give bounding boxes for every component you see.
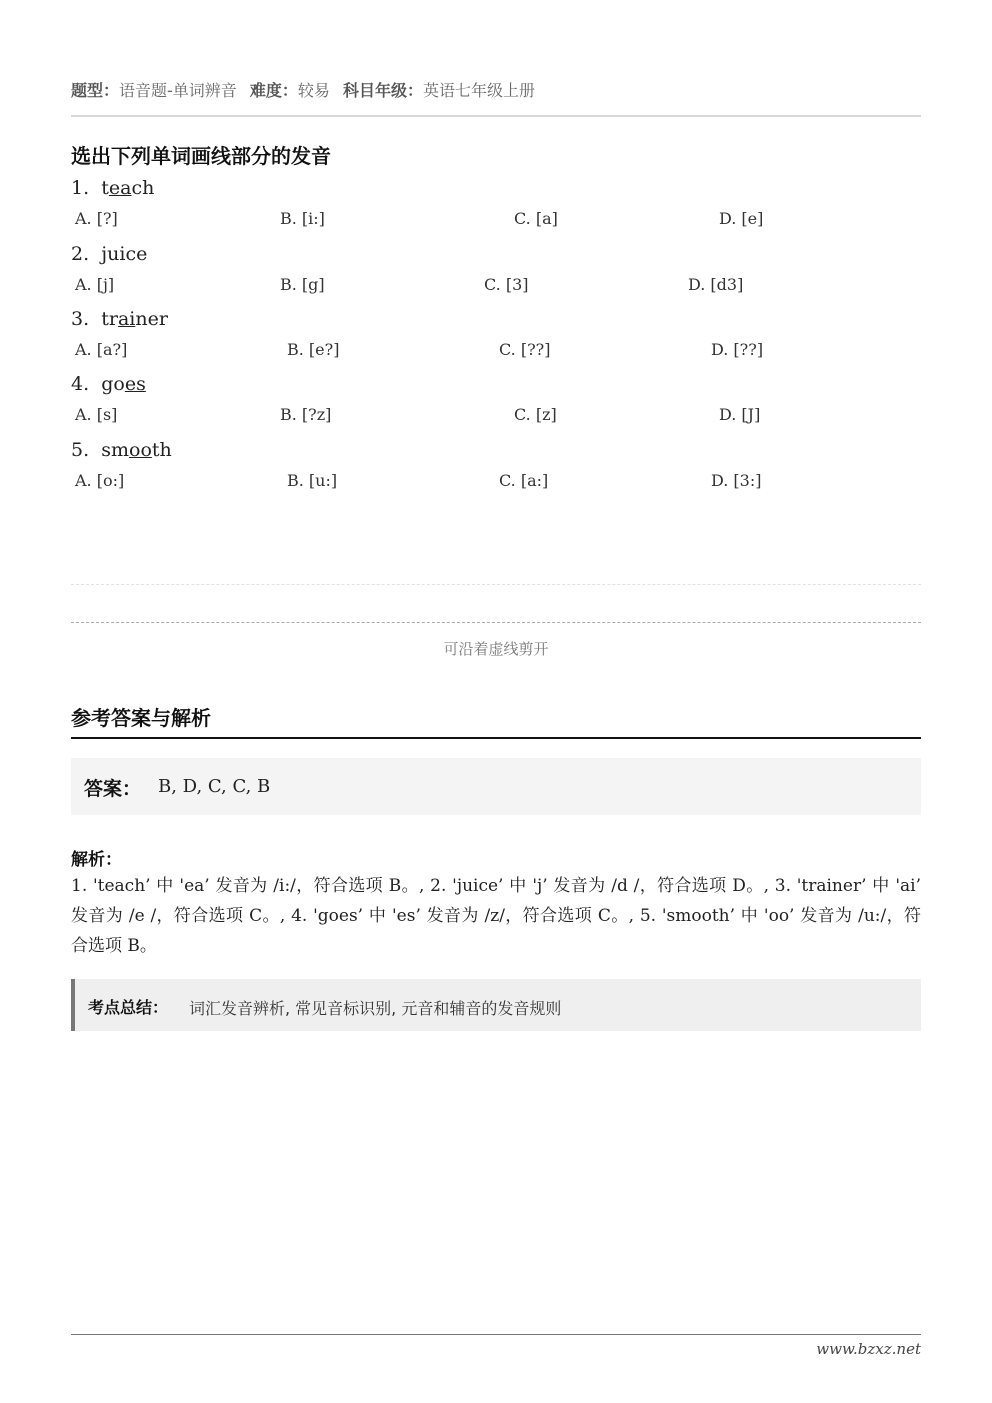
option-d[interactable]: D. [J] <box>719 405 761 424</box>
question-stem: 2. juice <box>71 243 148 265</box>
key-points-label: 考点总结： <box>88 998 169 1017</box>
cut-line-label: 可沿着虚线剪开 <box>443 640 549 658</box>
option-a[interactable]: A. [s] <box>75 405 118 424</box>
option-d[interactable]: D. [d3] <box>688 275 744 294</box>
underlined-part: es <box>124 373 146 395</box>
option-c[interactable]: C. [a] <box>514 209 558 228</box>
option-a[interactable]: A. [o:] <box>75 471 125 490</box>
option-c[interactable]: C. [z] <box>514 405 557 424</box>
option-a[interactable]: A. [j] <box>75 275 115 294</box>
answer-section-title: 参考答案与解析 <box>71 706 211 730</box>
option-c[interactable]: C. [3] <box>484 275 529 294</box>
option-b[interactable]: B. [?z] <box>280 405 332 424</box>
question-title: 选出下列单词画线部分的发音 <box>71 144 331 168</box>
option-c[interactable]: C. [??] <box>499 340 551 359</box>
cut-line <box>71 622 921 623</box>
option-b[interactable]: B. [g] <box>280 275 325 294</box>
question-stem: 4. goes <box>71 373 146 395</box>
options-row <box>71 334 921 368</box>
type-value: 语音题-单词辨音 <box>119 81 237 100</box>
cut-line-light <box>71 584 921 585</box>
difficulty-label: 难度： <box>249 81 298 100</box>
question-stem: 1. teach <box>71 177 155 199</box>
answer-section-divider <box>71 737 921 739</box>
difficulty-value: 较易 <box>297 81 330 100</box>
key-points-box <box>71 979 921 1031</box>
question-stem: 5. smooth <box>71 439 172 461</box>
underlined-part: ai <box>117 308 136 330</box>
option-c[interactable]: C. [a:] <box>499 471 549 490</box>
analysis-label: 解析： <box>71 850 122 870</box>
question-meta <box>71 78 543 101</box>
answer-label: 答案： <box>84 778 142 800</box>
options-row <box>71 269 921 303</box>
type-label: 题型： <box>71 81 120 100</box>
subject-label: 科目年级： <box>343 81 424 100</box>
option-b[interactable]: B. [i:] <box>280 209 325 228</box>
underlined-part: ea <box>108 177 132 199</box>
question-item <box>71 369 921 433</box>
question-item <box>71 435 921 499</box>
option-d[interactable]: D. [e] <box>719 209 764 228</box>
options-row <box>71 399 921 433</box>
option-d[interactable]: D. [3:] <box>711 471 762 490</box>
question-item <box>71 173 921 237</box>
option-d[interactable]: D. [??] <box>711 340 764 359</box>
option-a[interactable]: A. [?] <box>75 209 118 228</box>
question-stem: 3. trainer <box>71 308 168 330</box>
footer-site: www.bzxz.net <box>816 1340 921 1358</box>
option-b[interactable]: B. [u:] <box>287 471 338 490</box>
question-item <box>71 239 921 303</box>
subject-value: 英语七年级上册 <box>423 81 536 100</box>
question-item <box>71 304 921 368</box>
footer-divider <box>71 1334 921 1335</box>
answer-box <box>71 758 921 815</box>
options-row <box>71 465 921 499</box>
underlined-part: oo <box>129 439 152 461</box>
option-b[interactable]: B. [e?] <box>287 340 340 359</box>
header-divider <box>71 115 921 117</box>
analysis-text: 1. 'teach’ 中 'ea’ 发音为 /i:/，符合选项 B。, 2. 'juice’ 中 'j’ 发音为 /d /，符合选项 D。, 3. 'trainer’ 中 'ai’ 发音为 /e /，符合选项 C。, 4. 'goes’ 中 'es’ 发音为 /z/，符合选项 C。, 5. 'smooth’ 中 'oo’ 发音为 /u:/，符合选项 B。 <box>71 876 921 956</box>
key-points-value: 词汇发音辨析, 常见音标识别, 元音和辅音的发音规则 <box>189 999 562 1018</box>
options-row <box>71 203 921 237</box>
answer-value: B, D, C, C, B <box>158 776 271 797</box>
option-a[interactable]: A. [a?] <box>75 340 128 359</box>
